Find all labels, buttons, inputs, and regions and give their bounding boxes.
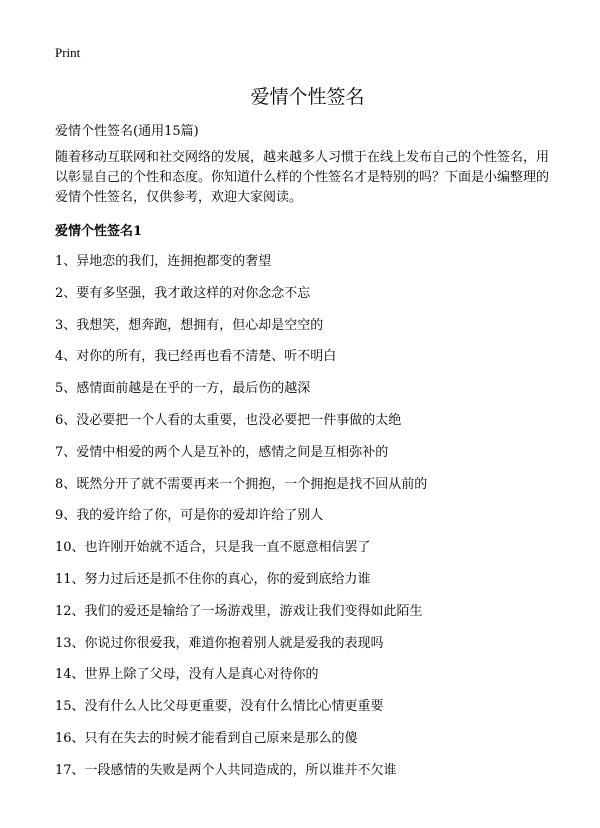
- list-item: 8、既然分开了就不需要再来一个拥抱，一个拥抱是找不回从前的: [55, 476, 428, 492]
- list-item: 3、我想笑，想奔跑，想拥有，但心却是空空的: [55, 317, 324, 333]
- section-heading: 爱情个性签名1: [55, 224, 143, 239]
- list-item: 17、一段感情的失败是两个人共同造成的，所以谁并不欠谁: [55, 762, 397, 778]
- list-item: 13、你说过你很爱我，难道你抱着别人就是爱我的表现吗: [55, 635, 384, 651]
- page-title: 爱情个性签名: [250, 86, 365, 108]
- list-item: 7、爱情中相爱的两个人是互补的，感情之间是互相弥补的: [55, 444, 389, 460]
- intro-paragraph: 随着移动互联网和社交网络的发展，越来越多人习惯于在线上发布自己的个性签名，用以彰显自己的个性和态度。你知道什么样的个性签名才是特别的吗？下面是小编整理的爱情个性签名，仅供参考，欢迎大家阅读。: [55, 150, 550, 205]
- subtitle: 爱情个性签名(通用15篇): [55, 124, 199, 139]
- list-item: 11、努力过后还是抓不住你的真心，你的爱到底给力谁: [55, 571, 371, 587]
- signature-list: [55, 252, 560, 781]
- list-item: 12、我们的爱还是输给了一场游戏里，游戏让我们变得如此陌生: [55, 603, 423, 619]
- print-link[interactable]: Print: [55, 45, 81, 60]
- list-item: 14、世界上除了父母，没有人是真心对待你的: [55, 667, 319, 683]
- list-item: 4、对你的所有，我已经再也看不清楚、听不明白: [55, 349, 337, 365]
- list-item: 2、要有多坚强，我才敢这样的对你念念不忘: [55, 285, 311, 301]
- list-item: 1、异地恋的我们，连拥抱都变的奢望: [55, 254, 272, 269]
- list-item: 5、感情面前越是在乎的一方，最后伤的越深: [55, 381, 311, 397]
- list-item: 6、没必要把一个人看的太重要，也没必要把一件事做的太绝: [55, 412, 402, 428]
- list-item: 15、没有什么人比父母更重要，没有什么情比心情更重要: [55, 699, 384, 715]
- list-item: 9、我的爱许给了你，可是你的爱却许给了别人: [55, 508, 324, 524]
- list-item: 10、也许刚开始就不适合，只是我一直不愿意相信罢了: [55, 540, 371, 556]
- list-item: 16、只有在失去的时候才能看到自己原来是那么的傻: [55, 730, 358, 746]
